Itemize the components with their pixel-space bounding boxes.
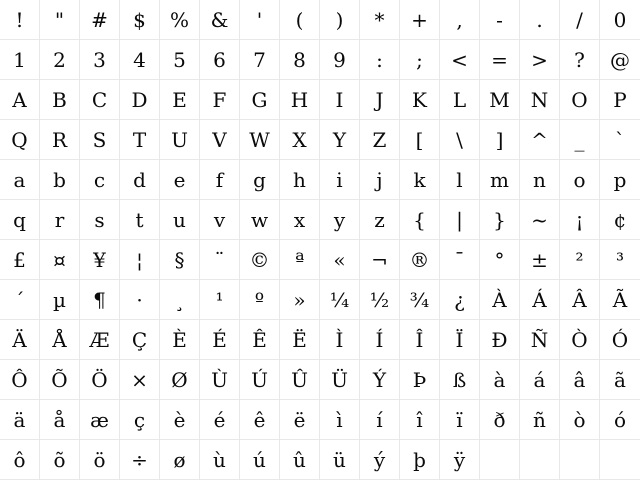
glyph-cell: K (400, 80, 440, 120)
glyph-cell: % (160, 0, 200, 40)
glyph-cell: ï (440, 400, 480, 440)
glyph-cell: 2 (40, 40, 80, 80)
glyph-cell: ¶ (80, 280, 120, 320)
glyph-cell: : (360, 40, 400, 80)
glyph-cell: ç (120, 400, 160, 440)
glyph-cell: Z (360, 120, 400, 160)
glyph-cell: B (40, 80, 80, 120)
glyph-cell: = (480, 40, 520, 80)
glyph-cell: ¥ (80, 240, 120, 280)
empty-cell (480, 440, 520, 480)
glyph-cell: Ä (0, 320, 40, 360)
glyph-cell: . (520, 0, 560, 40)
glyph-cell: ó (600, 400, 640, 440)
glyph-cell: r (40, 200, 80, 240)
glyph-cell: ¨ (200, 240, 240, 280)
glyph-cell: Î (400, 320, 440, 360)
glyph-cell: P (600, 80, 640, 120)
glyph-cell: ã (600, 360, 640, 400)
glyph-cell: · (120, 280, 160, 320)
glyph-cell: ñ (520, 400, 560, 440)
glyph-cell: < (440, 40, 480, 80)
glyph-cell: ÷ (120, 440, 160, 480)
empty-cell (560, 440, 600, 480)
glyph-cell: > (520, 40, 560, 80)
glyph-cell: Ý (360, 360, 400, 400)
glyph-cell: n (520, 160, 560, 200)
glyph-cell: O (560, 80, 600, 120)
glyph-cell: þ (400, 440, 440, 480)
glyph-cell: G (240, 80, 280, 120)
glyph-cell: ß (440, 360, 480, 400)
glyph-cell: E (160, 80, 200, 120)
glyph-cell: 5 (160, 40, 200, 80)
glyph-cell: ì (320, 400, 360, 440)
glyph-cell: T (120, 120, 160, 160)
glyph-cell: Â (560, 280, 600, 320)
glyph-cell: A (0, 80, 40, 120)
glyph-cell: À (480, 280, 520, 320)
glyph-cell: t (120, 200, 160, 240)
glyph-cell: C (80, 80, 120, 120)
glyph-cell: ¦ (120, 240, 160, 280)
glyph-cell: ¯ (440, 240, 480, 280)
glyph-cell: £ (0, 240, 40, 280)
glyph-cell: h (280, 160, 320, 200)
glyph-cell: í (360, 400, 400, 440)
glyph-cell: Þ (400, 360, 440, 400)
glyph-cell: î (400, 400, 440, 440)
glyph-cell: F (200, 80, 240, 120)
glyph-cell: * (360, 0, 400, 40)
glyph-cell: õ (40, 440, 80, 480)
glyph-cell: W (240, 120, 280, 160)
glyph-cell: ê (240, 400, 280, 440)
glyph-cell: @ (600, 40, 640, 80)
glyph-cell: e (160, 160, 200, 200)
glyph-cell: Ú (240, 360, 280, 400)
glyph-cell: ; (400, 40, 440, 80)
glyph-cell: V (200, 120, 240, 160)
glyph-cell: « (320, 240, 360, 280)
glyph-cell: j (360, 160, 400, 200)
glyph-cell: ? (560, 40, 600, 80)
glyph-cell: q (0, 200, 40, 240)
glyph-cell: + (400, 0, 440, 40)
glyph-cell: ¿ (440, 280, 480, 320)
glyph-cell: © (240, 240, 280, 280)
glyph-cell: Ü (320, 360, 360, 400)
glyph-cell: \ (440, 120, 480, 160)
glyph-cell: 6 (200, 40, 240, 80)
glyph-cell: ö (80, 440, 120, 480)
glyph-cell: u (160, 200, 200, 240)
glyph-cell: s (80, 200, 120, 240)
glyph-cell: o (560, 160, 600, 200)
glyph-cell: È (160, 320, 200, 360)
glyph-cell: ² (560, 240, 600, 280)
glyph-cell: Ð (480, 320, 520, 360)
glyph-cell: U (160, 120, 200, 160)
glyph-cell: Å (40, 320, 80, 360)
glyph-cell: º (240, 280, 280, 320)
glyph-cell: 8 (280, 40, 320, 80)
glyph-cell: _ (560, 120, 600, 160)
glyph-cell: ' (240, 0, 280, 40)
glyph-cell: Ù (200, 360, 240, 400)
glyph-cell: b (40, 160, 80, 200)
glyph-cell: å (40, 400, 80, 440)
glyph-cell: § (160, 240, 200, 280)
glyph-cell: ò (560, 400, 600, 440)
glyph-cell: ÿ (440, 440, 480, 480)
glyph-cell: c (80, 160, 120, 200)
glyph-cell: ¡ (560, 200, 600, 240)
glyph-cell: # (80, 0, 120, 40)
glyph-cell: æ (80, 400, 120, 440)
glyph-cell: k (400, 160, 440, 200)
glyph-cell: H (280, 80, 320, 120)
glyph-cell: ä (0, 400, 40, 440)
glyph-cell: Ó (600, 320, 640, 360)
glyph-cell: p (600, 160, 640, 200)
glyph-cell: [ (400, 120, 440, 160)
glyph-cell: â (560, 360, 600, 400)
glyph-cell: ¾ (400, 280, 440, 320)
glyph-cell: M (480, 80, 520, 120)
glyph-cell: " (40, 0, 80, 40)
glyph-cell: 0 (600, 0, 640, 40)
glyph-cell: y (320, 200, 360, 240)
glyph-cell: x (280, 200, 320, 240)
glyph-cell: ` (600, 120, 640, 160)
glyph-cell: X (280, 120, 320, 160)
glyph-cell: m (480, 160, 520, 200)
glyph-cell: ý (360, 440, 400, 480)
glyph-cell: ³ (600, 240, 640, 280)
empty-cell (600, 440, 640, 480)
glyph-cell: 4 (120, 40, 160, 80)
glyph-cell: ½ (360, 280, 400, 320)
glyph-cell: Ö (80, 360, 120, 400)
glyph-cell: ü (320, 440, 360, 480)
glyph-cell: | (440, 200, 480, 240)
glyph-cell: ù (200, 440, 240, 480)
glyph-cell: ´ (0, 280, 40, 320)
glyph-cell: S (80, 120, 120, 160)
glyph-cell: » (280, 280, 320, 320)
glyph-cell: ) (320, 0, 360, 40)
glyph-cell: É (200, 320, 240, 360)
glyph-cell: Æ (80, 320, 120, 360)
glyph-cell: û (280, 440, 320, 480)
glyph-cell: Q (0, 120, 40, 160)
glyph-cell: Y (320, 120, 360, 160)
glyph-cell: - (480, 0, 520, 40)
glyph-cell: Û (280, 360, 320, 400)
glyph-cell: Ø (160, 360, 200, 400)
glyph-cell: ( (280, 0, 320, 40)
glyph-cell: Ë (280, 320, 320, 360)
glyph-cell: I (320, 80, 360, 120)
glyph-cell: Í (360, 320, 400, 360)
glyph-cell: } (480, 200, 520, 240)
glyph-cell: Ï (440, 320, 480, 360)
glyph-cell: ® (400, 240, 440, 280)
glyph-cell: 9 (320, 40, 360, 80)
glyph-cell: Ê (240, 320, 280, 360)
glyph-cell: ¤ (40, 240, 80, 280)
glyph-cell: i (320, 160, 360, 200)
glyph-cell: é (200, 400, 240, 440)
glyph-cell: z (360, 200, 400, 240)
glyph-cell: 3 (80, 40, 120, 80)
glyph-cell: ô (0, 440, 40, 480)
glyph-cell: { (400, 200, 440, 240)
glyph-cell: µ (40, 280, 80, 320)
glyph-cell: d (120, 160, 160, 200)
glyph-cell: è (160, 400, 200, 440)
glyph-cell: ú (240, 440, 280, 480)
glyph-cell: $ (120, 0, 160, 40)
glyph-cell: J (360, 80, 400, 120)
glyph-cell: R (40, 120, 80, 160)
glyph-cell: ë (280, 400, 320, 440)
glyph-cell: w (240, 200, 280, 240)
glyph-cell: ¬ (360, 240, 400, 280)
glyph-cell: g (240, 160, 280, 200)
glyph-cell: ø (160, 440, 200, 480)
glyph-cell: ! (0, 0, 40, 40)
glyph-cell: Ç (120, 320, 160, 360)
glyph-cell: ¢ (600, 200, 640, 240)
glyph-cell: 1 (0, 40, 40, 80)
glyph-cell: ¸ (160, 280, 200, 320)
glyph-cell: Á (520, 280, 560, 320)
empty-cell (520, 440, 560, 480)
glyph-cell: Ò (560, 320, 600, 360)
glyph-cell: , (440, 0, 480, 40)
glyph-cell: l (440, 160, 480, 200)
glyph-cell: ~ (520, 200, 560, 240)
glyph-cell: ª (280, 240, 320, 280)
glyph-cell: a (0, 160, 40, 200)
glyph-cell: D (120, 80, 160, 120)
glyph-cell: f (200, 160, 240, 200)
glyph-cell: L (440, 80, 480, 120)
glyph-cell: Õ (40, 360, 80, 400)
glyph-cell: × (120, 360, 160, 400)
glyph-cell: à (480, 360, 520, 400)
glyph-cell: N (520, 80, 560, 120)
glyph-cell: / (560, 0, 600, 40)
glyph-cell: Ì (320, 320, 360, 360)
glyph-cell: ] (480, 120, 520, 160)
glyph-cell: v (200, 200, 240, 240)
glyph-cell: á (520, 360, 560, 400)
glyph-cell: ¹ (200, 280, 240, 320)
glyph-cell: ° (480, 240, 520, 280)
glyph-cell: 7 (240, 40, 280, 80)
glyph-cell: ¼ (320, 280, 360, 320)
glyph-cell: & (200, 0, 240, 40)
glyph-cell: Ñ (520, 320, 560, 360)
glyph-cell: Ô (0, 360, 40, 400)
glyph-cell: ^ (520, 120, 560, 160)
glyph-cell: ð (480, 400, 520, 440)
glyph-cell: ± (520, 240, 560, 280)
glyph-cell: Ã (600, 280, 640, 320)
